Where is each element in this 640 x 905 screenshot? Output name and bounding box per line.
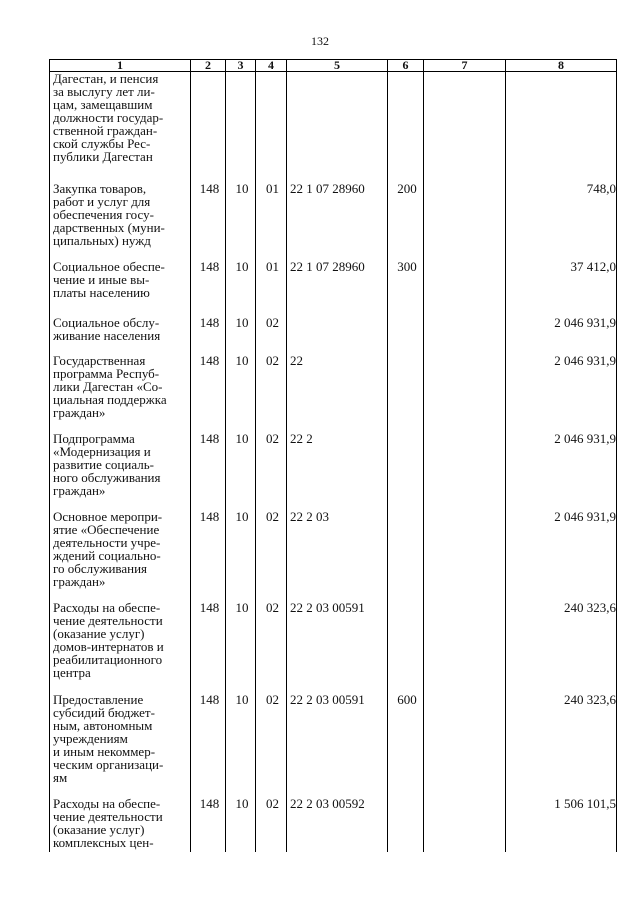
column-header: 4 <box>256 60 287 72</box>
expense-type-cell <box>388 432 424 510</box>
section-code-cell: 10 <box>226 601 256 693</box>
expense-name-line: циальная поддержка <box>53 391 167 407</box>
expense-name-line: Государственная <box>53 352 146 368</box>
ministry-code-cell: 148 <box>191 601 226 693</box>
expense-name-line: Дагестан, и пенсия <box>53 71 159 86</box>
expense-name-line: Расходы на обеспе- <box>53 795 161 811</box>
section-code-cell: 10 <box>226 354 256 432</box>
subsection-code-cell: 02 <box>256 797 287 852</box>
expense-name-line: ципальных) нужд <box>53 232 151 248</box>
target-article-cell <box>287 316 388 354</box>
table-row <box>50 354 617 432</box>
expense-type-cell <box>388 316 424 354</box>
expense-name-line: (оказание услуг) <box>53 625 145 641</box>
table-row <box>50 510 617 601</box>
expense-name-line: реабилитационного <box>53 651 163 667</box>
ministry-code-cell: 148 <box>191 260 226 316</box>
table-row <box>50 182 617 260</box>
subsection-code-cell: 02 <box>256 432 287 510</box>
expense-type-cell <box>388 72 424 182</box>
expense-name-cell <box>50 316 191 354</box>
budget-table <box>49 59 617 852</box>
expense-name-line: обеспечения госу- <box>53 206 154 222</box>
column-7-cell <box>424 432 506 510</box>
amount-cell: 240 323,6 <box>506 601 617 693</box>
ministry-code-cell: 148 <box>191 693 226 797</box>
expense-name-line: граждан» <box>53 482 106 498</box>
amount-cell: 2 046 931,9 <box>506 316 617 354</box>
amount-cell: 1 506 101,5 <box>506 797 617 852</box>
expense-name-line: чение и иные вы- <box>53 271 150 287</box>
target-article-cell: 22 <box>287 354 388 432</box>
expense-name-line: (оказание услуг) <box>53 821 145 837</box>
amount-cell: 2 046 931,9 <box>506 354 617 432</box>
expense-name-line: развитие социаль- <box>53 456 154 472</box>
column-7-cell <box>424 510 506 601</box>
expense-name-cell <box>50 510 191 601</box>
section-code-cell: 10 <box>226 432 256 510</box>
expense-name-line: должности государ- <box>53 110 164 125</box>
expense-type-cell <box>388 510 424 601</box>
amount-cell: 240 323,6 <box>506 693 617 797</box>
section-code-cell <box>226 72 256 182</box>
expense-name-line: го обслуживания <box>53 560 148 576</box>
expense-name-line: Закупка товаров, <box>53 180 147 196</box>
column-7-cell <box>424 182 506 260</box>
expense-name-line: ям <box>53 769 68 785</box>
column-header: 6 <box>388 60 424 72</box>
column-7-cell <box>424 354 506 432</box>
expense-name-cell <box>50 797 191 852</box>
subsection-code-cell: 02 <box>256 693 287 797</box>
expense-name-cell <box>50 182 191 260</box>
subsection-code-cell: 02 <box>256 316 287 354</box>
subsection-code-cell: 02 <box>256 354 287 432</box>
subsection-code-cell: 01 <box>256 182 287 260</box>
expense-name-line: ской службы Рес- <box>53 136 151 151</box>
expense-name-cell <box>50 260 191 316</box>
expense-name-line: работ и услуг для <box>53 193 151 209</box>
ministry-code-cell: 148 <box>191 797 226 852</box>
expense-name-line: граждан» <box>53 573 106 589</box>
expense-name-line: Социальное обслу- <box>53 314 160 330</box>
expense-name-line: за выслугу лет ли- <box>53 84 155 99</box>
page-number: 132 <box>311 34 329 48</box>
target-article-cell: 22 2 03 00591 <box>287 693 388 797</box>
ministry-code-cell: 148 <box>191 316 226 354</box>
section-code-cell: 10 <box>226 182 256 260</box>
expense-name-line: центра <box>53 664 91 680</box>
expense-name-cell <box>50 432 191 510</box>
amount-cell <box>506 72 617 182</box>
expense-name-line: публики Дагестан <box>53 149 153 164</box>
expense-name-line: ятие «Обеспечение <box>53 521 160 537</box>
table-row <box>50 432 617 510</box>
column-header: 5 <box>287 60 388 72</box>
expense-type-cell <box>388 797 424 852</box>
section-code-cell: 10 <box>226 316 256 354</box>
subsection-code-cell: 01 <box>256 260 287 316</box>
expense-type-cell: 200 <box>388 182 424 260</box>
column-7-cell <box>424 601 506 693</box>
expense-name-line: чение деятельности <box>53 612 163 628</box>
expense-name-cell <box>50 693 191 797</box>
expense-name-line: Основное меропри- <box>53 508 163 524</box>
subsection-code-cell: 02 <box>256 601 287 693</box>
table-row <box>50 316 617 354</box>
section-code-cell: 10 <box>226 510 256 601</box>
ministry-code-cell: 148 <box>191 182 226 260</box>
expense-name-line: ждений социально- <box>53 547 161 563</box>
section-code-cell: 10 <box>226 797 256 852</box>
table-row <box>50 260 617 316</box>
expense-name-line: комплексных цен- <box>53 834 154 850</box>
subsection-code-cell <box>256 72 287 182</box>
column-7-cell <box>424 316 506 354</box>
expense-name-line: цам, замещавшим <box>53 97 153 112</box>
target-article-cell: 22 2 <box>287 432 388 510</box>
ministry-code-cell <box>191 72 226 182</box>
expense-name-line: Социальное обеспе- <box>53 258 165 274</box>
expense-name-line: Предоставление <box>53 691 144 707</box>
table-row <box>50 72 617 182</box>
expense-name-line: ческим организаци- <box>53 756 164 772</box>
expense-name-cell <box>50 72 191 182</box>
amount-cell: 2 046 931,9 <box>506 510 617 601</box>
expense-name-line: Подпрограмма <box>53 430 135 446</box>
subsection-code-cell: 02 <box>256 510 287 601</box>
amount-cell: 37 412,0 <box>506 260 617 316</box>
expense-name-line: платы населению <box>53 284 150 300</box>
column-header: 8 <box>506 60 617 72</box>
expense-name-line: граждан» <box>53 404 106 420</box>
expense-name-line: субсидий бюджет- <box>53 704 155 720</box>
expense-type-cell: 300 <box>388 260 424 316</box>
column-header: 2 <box>191 60 226 72</box>
ministry-code-cell: 148 <box>191 432 226 510</box>
expense-type-cell <box>388 601 424 693</box>
expense-type-cell: 600 <box>388 693 424 797</box>
column-7-cell <box>424 72 506 182</box>
section-code-cell: 10 <box>226 693 256 797</box>
expense-name-line: учреждениям <box>53 730 128 746</box>
amount-cell: 2 046 931,9 <box>506 432 617 510</box>
expense-name-line: программа Респуб- <box>53 365 160 381</box>
expense-name-cell <box>50 601 191 693</box>
column-header: 7 <box>424 60 506 72</box>
column-7-cell <box>424 693 506 797</box>
expense-name-cell <box>50 354 191 432</box>
expense-name-line: «Модернизация и <box>53 443 151 459</box>
expense-name-line: ным, автономным <box>53 717 153 733</box>
target-article-cell: 22 1 07 28960 <box>287 260 388 316</box>
column-header: 1 <box>50 60 191 72</box>
expense-name-line: деятельности учре- <box>53 534 161 550</box>
target-article-cell: 22 1 07 28960 <box>287 182 388 260</box>
table-row <box>50 693 617 797</box>
expense-name-line: ственной граждан- <box>53 123 158 138</box>
ministry-code-cell: 148 <box>191 354 226 432</box>
expense-type-cell <box>388 354 424 432</box>
expense-name-line: ного обслуживания <box>53 469 161 485</box>
table-row <box>50 601 617 693</box>
target-article-cell: 22 2 03 00591 <box>287 601 388 693</box>
table-row <box>50 797 617 852</box>
target-article-cell <box>287 72 388 182</box>
column-7-cell <box>424 260 506 316</box>
column-7-cell <box>424 797 506 852</box>
target-article-cell: 22 2 03 <box>287 510 388 601</box>
header-row <box>50 60 617 72</box>
expense-name-line: Расходы на обеспе- <box>53 599 161 615</box>
column-header: 3 <box>226 60 256 72</box>
expense-name-line: дарственных (муни- <box>53 219 165 235</box>
expense-name-line: лики Дагестан «Со- <box>53 378 163 394</box>
expense-name-line: чение деятельности <box>53 808 163 824</box>
expense-name-line: и иным некоммер- <box>53 743 156 759</box>
expense-name-line: домов-интернатов и <box>53 638 164 654</box>
section-code-cell: 10 <box>226 260 256 316</box>
amount-cell: 748,0 <box>506 182 617 260</box>
target-article-cell: 22 2 03 00592 <box>287 797 388 852</box>
expense-name-line: живание населения <box>53 327 161 343</box>
ministry-code-cell: 148 <box>191 510 226 601</box>
